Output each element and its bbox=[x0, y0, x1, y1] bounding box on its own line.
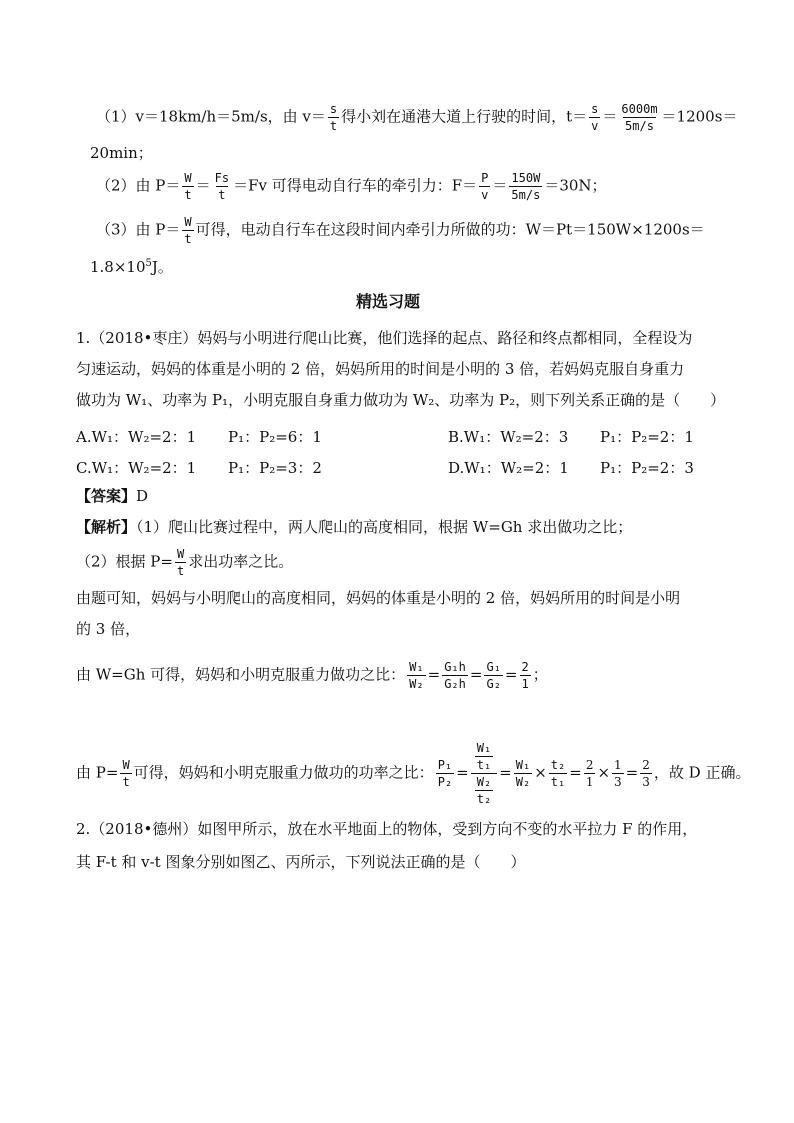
text: （2）根据 P= bbox=[76, 552, 173, 571]
denominator: t₂ bbox=[476, 792, 492, 806]
numerator: P bbox=[481, 171, 489, 185]
denominator: t₁ bbox=[550, 775, 566, 789]
fraction bbox=[479, 172, 490, 201]
denominator: 5m/s bbox=[625, 119, 654, 133]
fraction bbox=[436, 759, 454, 788]
compound-numerator bbox=[471, 742, 497, 773]
superscript: 5 bbox=[145, 258, 152, 269]
text: = bbox=[569, 763, 582, 782]
compound-fraction bbox=[471, 742, 497, 805]
numerator: W₁ bbox=[515, 758, 531, 772]
option-b-power: P₁：P₂=2：1 bbox=[600, 428, 694, 446]
numerator: P₁ bbox=[437, 758, 453, 772]
text: × bbox=[597, 763, 611, 782]
q2-line-2: 其 F-t 和 v-t 图象分别如图乙、丙所示，下列说法正确的是（ ） bbox=[76, 853, 526, 871]
numerator: 2 bbox=[521, 660, 529, 674]
denominator: 3 bbox=[614, 775, 622, 789]
text: （2）由 P＝ bbox=[96, 176, 181, 195]
option-b-work: B.W₁：W₂=2：3 bbox=[448, 428, 569, 446]
numerator: W₁ bbox=[409, 660, 424, 674]
fraction bbox=[509, 172, 542, 201]
fraction bbox=[584, 759, 596, 788]
analysis-line-5 bbox=[76, 661, 548, 690]
text: ＝ bbox=[492, 176, 508, 195]
numerator: 2 bbox=[642, 758, 650, 772]
solution-line-1 bbox=[96, 103, 737, 132]
denominator: t₁ bbox=[476, 758, 492, 772]
numerator: s bbox=[591, 102, 599, 116]
denominator: W₂ bbox=[409, 677, 424, 691]
fraction bbox=[328, 103, 339, 132]
numerator: 1 bbox=[614, 758, 622, 772]
fraction bbox=[120, 759, 131, 788]
analysis-label: 【解析】 bbox=[76, 518, 137, 536]
denominator: v bbox=[591, 119, 599, 133]
text: ＝Fv 可得电动自行车的牵引力：F＝ bbox=[233, 176, 478, 195]
answer-label: 【答案】 bbox=[76, 487, 137, 505]
option-c-work: C.W₁：W₂=2：1 bbox=[76, 459, 197, 477]
section-heading: 精选习题 bbox=[356, 292, 421, 311]
text: 求出功率之比。 bbox=[188, 552, 294, 571]
text: ＝1200s＝ bbox=[661, 107, 738, 126]
numerator: 2 bbox=[585, 758, 594, 772]
option-a-power: P₁：P₂=6：1 bbox=[228, 428, 322, 446]
denominator: G₂ bbox=[486, 677, 501, 691]
text: = bbox=[504, 665, 518, 684]
denominator: P₂ bbox=[437, 775, 453, 789]
text: = bbox=[469, 665, 483, 684]
compound-denominator bbox=[471, 773, 497, 805]
text: 可得，妈妈和小明克服重力做功的功率之比： bbox=[133, 763, 434, 782]
text: （3）由 P＝ bbox=[96, 220, 181, 239]
text: （1）爬山比赛过程中，两人爬山的高度相同，根据 W=Gh 求出做功之比； bbox=[136, 518, 633, 536]
analysis-line-6 bbox=[76, 742, 750, 805]
analysis-line-3: 由题可知，妈妈与小明爬山的高度相同，妈妈的体重是小明的 2 倍，妈妈所用的时间是小明 bbox=[76, 589, 681, 607]
numerator: 6000m bbox=[621, 102, 658, 116]
denominator: v bbox=[481, 188, 489, 202]
numerator: W₂ bbox=[476, 775, 492, 789]
denominator: G₂h bbox=[444, 677, 466, 691]
denominator: W₂ bbox=[515, 775, 531, 789]
fraction bbox=[640, 759, 652, 788]
answer-line bbox=[76, 489, 148, 504]
q1-line-2: 匀速运动，妈妈的体重是小明的 2 倍，妈妈所用的时间是小明的 3 倍，若妈妈克服自身重力 bbox=[76, 360, 685, 378]
analysis-line-2 bbox=[76, 548, 293, 577]
text: 由 P= bbox=[76, 763, 119, 782]
text: 1.8×10 bbox=[90, 258, 146, 276]
denominator: 3 bbox=[642, 775, 650, 789]
fraction bbox=[175, 548, 186, 577]
fraction bbox=[475, 742, 493, 771]
denominator: t bbox=[184, 188, 192, 202]
fraction bbox=[549, 759, 567, 788]
fraction bbox=[182, 216, 193, 245]
fraction bbox=[612, 759, 624, 788]
denominator: 5m/s bbox=[511, 188, 541, 202]
fraction bbox=[520, 661, 531, 690]
solution-line-3-cont bbox=[90, 259, 173, 275]
option-d-work: D.W₁：W₂=2：1 bbox=[448, 459, 569, 477]
denominator: t bbox=[329, 119, 338, 133]
denominator: 1 bbox=[521, 677, 529, 691]
fraction bbox=[213, 172, 231, 201]
solution-line-2 bbox=[96, 172, 607, 201]
denominator: t bbox=[184, 232, 192, 246]
fraction bbox=[589, 103, 600, 132]
text: = bbox=[427, 665, 441, 684]
denominator: t bbox=[218, 188, 226, 202]
numerator: W bbox=[122, 758, 130, 772]
denominator: t bbox=[122, 775, 130, 789]
analysis-line-1 bbox=[76, 520, 632, 535]
text: ； bbox=[532, 665, 548, 684]
numerator: G₁h bbox=[444, 660, 466, 674]
text: ＝ bbox=[195, 176, 211, 195]
text: ＝ bbox=[602, 107, 618, 126]
numerator: 150W bbox=[511, 171, 541, 185]
text: = bbox=[499, 763, 512, 782]
text: = bbox=[625, 763, 639, 782]
q1-line-3: 做功为 W₁、功率为 P₁，小明克服自身重力做功为 W₂、功率为 P₂，则下列关系正确的是（ ） bbox=[76, 391, 726, 409]
fraction bbox=[475, 776, 493, 805]
denominator: 1 bbox=[585, 775, 594, 789]
option-d-power: P₁：P₂=2：3 bbox=[600, 459, 694, 477]
q1-line-1: 1.（2018•枣庄）妈妈与小明进行爬山比赛，他们选择的起点、路径和终点都相同，全程设为 bbox=[76, 329, 693, 347]
solution-line-1-cont: 20min； bbox=[90, 144, 153, 162]
numerator: W₁ bbox=[476, 741, 492, 755]
text: = bbox=[456, 763, 469, 782]
fraction bbox=[514, 759, 532, 788]
fraction bbox=[182, 172, 193, 201]
fraction bbox=[619, 103, 659, 132]
option-c-power: P₁：P₂=3：2 bbox=[228, 459, 322, 477]
text: （1）v＝18km/h＝5m/s，由 v＝ bbox=[96, 107, 326, 126]
fraction bbox=[484, 661, 502, 690]
analysis-line-4: 的 3 倍， bbox=[76, 620, 141, 638]
fraction bbox=[442, 661, 468, 690]
numerator: W bbox=[184, 171, 192, 185]
numerator: W bbox=[176, 547, 185, 561]
numerator: s bbox=[329, 102, 338, 116]
option-a-work: A.W₁：W₂=2：1 bbox=[76, 428, 197, 446]
q2-line-1: 2.（2018•德州）如图甲所示，放在水平地面上的物体，受到方向不变的水平拉力 F 的作用， bbox=[76, 820, 698, 838]
fraction bbox=[407, 661, 425, 690]
denominator: t bbox=[176, 564, 185, 578]
text: ，故 D 正确。 bbox=[653, 763, 751, 782]
numerator: W bbox=[184, 215, 192, 229]
numerator: t₂ bbox=[550, 758, 566, 772]
solution-line-3 bbox=[96, 216, 705, 245]
text: 由 W=Gh 可得，妈妈和小明克服重力做功之比： bbox=[76, 665, 406, 684]
text: × bbox=[534, 763, 547, 782]
numerator: Fs bbox=[214, 171, 230, 185]
text: J。 bbox=[151, 258, 173, 276]
answer-value: D bbox=[136, 487, 149, 505]
numerator: G₁ bbox=[486, 660, 501, 674]
text: 得小刘在通港大道上行驶的时间，t＝ bbox=[341, 107, 588, 126]
text: ＝30N； bbox=[544, 176, 607, 195]
text: 可得，电动自行车在这段时间内牵引力所做的功：W＝Pt＝150W×1200s＝ bbox=[195, 220, 705, 239]
